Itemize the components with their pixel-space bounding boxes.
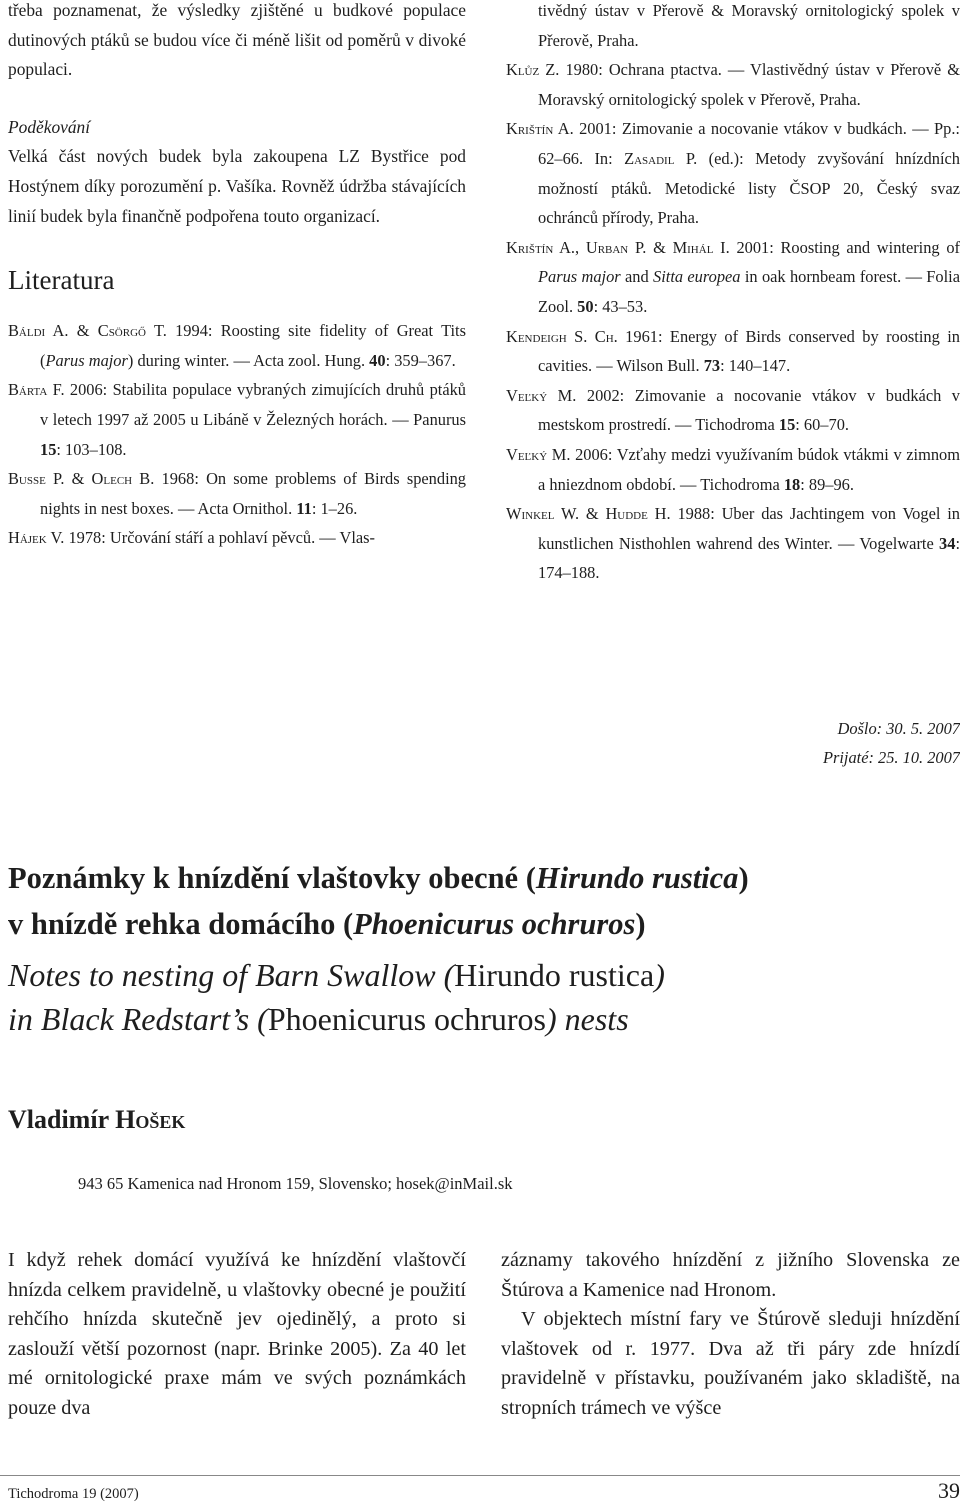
intro-paragraph: třeba poznamenat, že výsledky zjištěné u budkové populace dutinových ptáků se budou více či méně lišit od poměrů v divoké populaci. bbox=[8, 0, 466, 80]
journal-footer: Tichodroma 19 (2007) bbox=[8, 1486, 139, 1502]
reference-item: Busse P. & Olech B. 1968: On some problems of Birds spending nights in nest boxes. — Acta Ornithol. 11: 1–26. bbox=[8, 469, 467, 518]
author-address: 943 65 Kamenica nad Hronom 159, Slovensko; hosek@inMail.sk bbox=[78, 1174, 513, 1193]
reference-item: Bárta F. 2006: Stabilita populace vybraných zimujících druhů ptáků v letech 1997 až 2005 u Libáně v Železných horách. — Panurus 15: 103–108. bbox=[8, 380, 466, 459]
author-name: Vladimír Hošek bbox=[8, 1105, 186, 1134]
page-number: 39 bbox=[938, 1478, 960, 1503]
body-left-column bbox=[8, 1246, 466, 1424]
literature-heading: Literatura bbox=[8, 265, 115, 296]
body-paragraph: záznamy takového hnízdění z jižního Slovenska ze Štúrova a Kamenice nad Hronom. bbox=[501, 1249, 960, 1301]
body-right-column bbox=[501, 1246, 960, 1424]
reference-item: Báldi A. & Csörgő T. 1994: Roosting site fidelity of Great Tits (Parus major) during winter. — Acta zool. Hung. 40: 359–367. bbox=[8, 321, 466, 370]
reference-item: Veľký M. 2002: Zimovanie a nocovanie vtákov v budkách v mestskom prostredí. — Tichodroma 15: 60–70. bbox=[506, 385, 960, 435]
body-paragraph: V objektech místní fary ve Štúrově sleduji hnízdění vlaštovek od r. 1977. Dva až tři páry zde hnízdí pravidelně v přístavku, používaném jako skladiště, na stropních trámech ve výšce bbox=[501, 1308, 960, 1419]
article-title-czech: Poznámky k hnízdění vlaštovky obecné (Hirundo rustica) v hnízdě rehka domácího (Phoenicurus ochruros) bbox=[8, 861, 749, 941]
received-date: Došlo: 30. 5. 2007 bbox=[837, 719, 960, 738]
reference-item: Veľký M. 2006: Vzťahy medzi využívaním búdok vtákmi v zimnom a hniezdnom období. — Tichodroma 18: 89–96. bbox=[506, 444, 960, 494]
body-paragraph: I když rehek domácí využívá ke hnízdění vlaštovčí hnízda celkem pravidelně, u vlaštovky obecné je použití rehčího hnízda skutečně jev ojedinělý, a proto si zaslouží větší pozornost (napr. Brinke 2005). Za 40 let mé ornitologické praxe mám ve svých poznámkách pouze dva bbox=[8, 1249, 466, 1419]
right-column bbox=[506, 0, 960, 588]
reference-item: Hájek V. 1978: Určování stáří a pohlaví pěvců. — Vlas- bbox=[8, 528, 375, 548]
reference-item: Winkel W. & Hudde H. 1988: Uber das Jachtingem von Vogel in kunstlichen Nisthohlen wahrend des Winter. — Vogelwarte 34: 174–188. bbox=[506, 504, 960, 583]
reference-item: Kendeigh S. Ch. 1961: Energy of Birds conserved by roosting in cavities. — Wilson Bull. 73: 140–147. bbox=[506, 326, 960, 376]
accepted-date: Prijaté: 25. 10. 2007 bbox=[822, 748, 960, 767]
article-title-english: Notes to nesting of Barn Swallow (Hirundo rustica) in Black Redstart’s (Phoenicurus ochruros) nests bbox=[8, 957, 665, 1037]
submission-dates bbox=[823, 714, 960, 772]
acknowledgements-heading: Poděkování bbox=[8, 116, 91, 137]
reference-item: Klůz Z. 1980: Ochrana ptactva. — Vlastivědný ústav v Přerově & Moravský ornitologický spolek v Přerově, Praha. bbox=[506, 60, 960, 109]
reference-item: Krištín A. 2001: Zimovanie a nocovanie vtákov v budkách. — Pp.: 62–66. In: Zasadil P. (ed.): Metody zvyšování hnízdních možností ptáků. Metodické listy ČSOP 20, Český svaz ochránců přírody, Praha. bbox=[506, 119, 960, 228]
footer-rule bbox=[0, 1475, 960, 1476]
left-column bbox=[8, 0, 466, 553]
acknowledgements-text: Velká část nových budek byla zakoupena LZ Bystřice pod Hostýnem díky porozumění p. Vašíka. Rovněž údržba stávajících linií budek byla finančně podpořena touto organizací. bbox=[8, 146, 466, 226]
reference-continuation: tivědný ústav v Přerově & Moravský ornitologický spolek v Přerově, Praha. bbox=[538, 1, 960, 50]
reference-item: Krištín A., Urban P. & Mihál I. 2001: Roosting and wintering of Parus major and Sitta europea in oak hornbeam forest. — Folia Zool. 50: 43–53. bbox=[506, 237, 960, 316]
